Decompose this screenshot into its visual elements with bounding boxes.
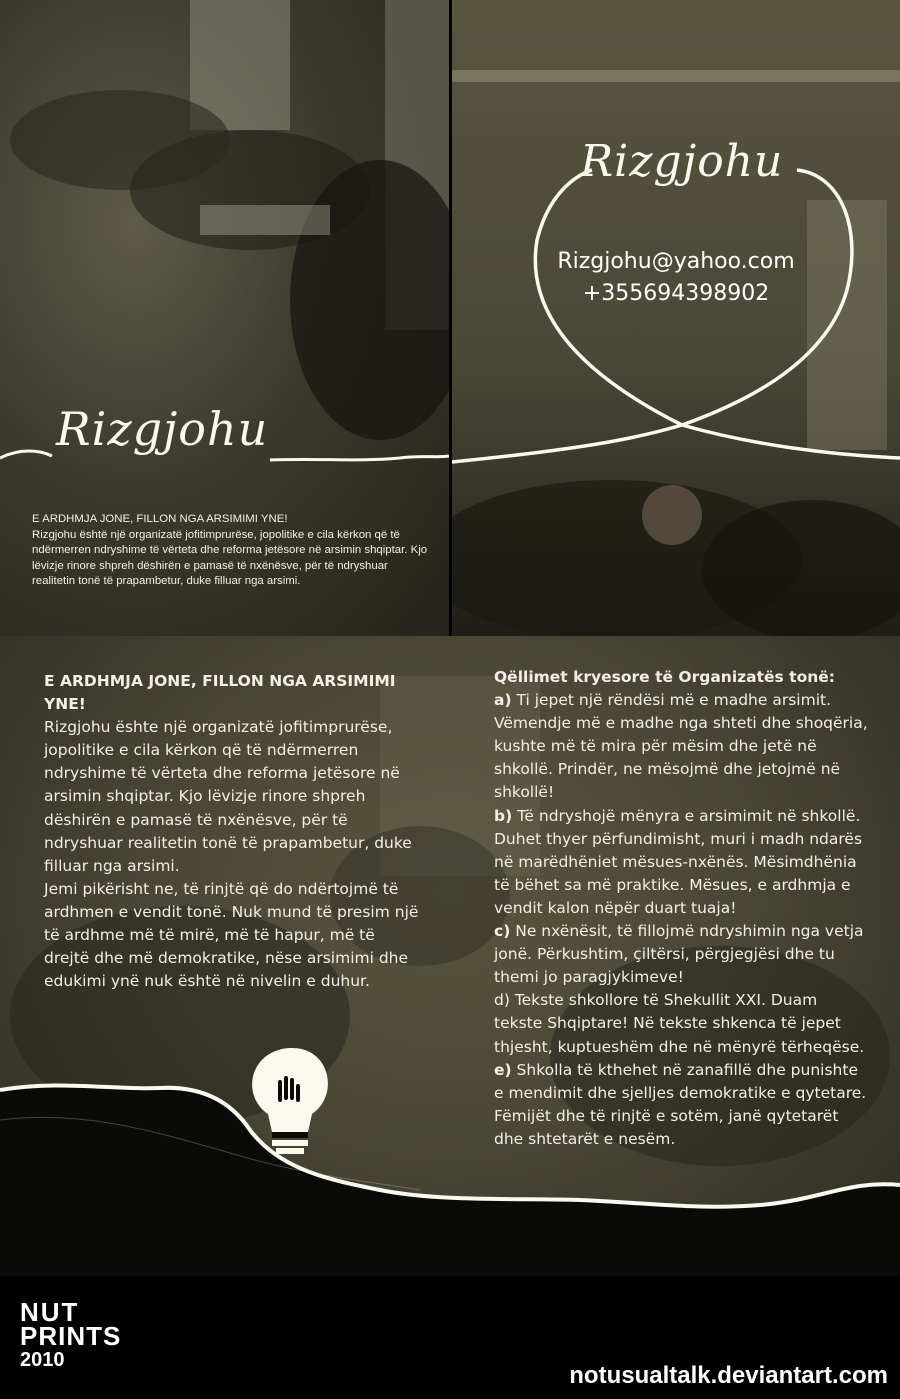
left-paragraph-1: Rizgjohu ështe një organizatë jofitimprurëse, jopolitike e cila kërkon që të ndërmerren ndryshime të vërteta dhe reforma jetësore në arsimin shqiptar. Kjo lëvizje rinore shpreh dëshirën e pamasë të nxënësve, për të ndryshuar realitetin tonë të prapambetur, duke filluar nga arsimi.	[44, 718, 412, 875]
heart-loop-line	[452, 0, 900, 636]
goal-item-c: c) Ne nxënësit, të fillojmë ndryshimin nga vetja jonë. Përkushtim, çiltërsi, përgjegjësi dhe tu themi jo paragjykimeve!	[494, 922, 864, 987]
goal-item-d: d) Tekste shkollore të Shekullit XXI. Duam tekste Shqiptare! Në tekste shkenca të jepet thjesht, kuptueshëm dhe në mënyrë tërheqëse.	[494, 991, 865, 1056]
left-heading: E ARDHMJA JONE, FILLON NGA ARSIMIMI YNE!	[44, 672, 396, 714]
logo-rizgjohu: Rizgjohu	[56, 402, 269, 456]
photo-panel-classroom	[0, 0, 449, 636]
logo-rizgjohu-contact: Rizgjohu	[580, 136, 784, 187]
brand-line-3: 2010	[20, 1349, 65, 1371]
goals-heading: Qëllimet kryesore të Organizatës tonë:	[494, 668, 835, 686]
intro-body: Rizgjohu është një organizatë jofitimprurëse, jopolitike e cila kërkon që të ndërmerren ndryshime të vërteta dhe reforma jetësore në arsimin shqiptar. Kjo lëvizje rinore shpreh dëshirën e pamasë të nxënësve, për të ndryshuar realitetin tonë të prapambetur, duke filluar nga arsimi.	[32, 528, 428, 588]
contact-block	[452, 246, 900, 310]
intro-heading: E ARDHMJA JONE, FILLON NGA ARSIMIMI YNE!	[32, 513, 288, 525]
contact-phone: +355694398902	[582, 281, 770, 306]
intro-text-block	[32, 512, 432, 590]
left-text-column	[44, 670, 424, 993]
brand-logo	[20, 1297, 122, 1372]
left-paragraph-2: Jemi pikërisht ne, të rinjtë që do ndërtojmë të ardhmen e vendit tonë. Nuk mund të presim një të ardhme më të mirë, më të hapur, më të drejtë dhe më demokratike, nëse arsimimi dhe edukimi ynë nuk është në nivelin e duhur.	[44, 879, 419, 991]
contact-email[interactable]: Rizgjohu@yahoo.com	[557, 249, 795, 274]
goal-item-a: a) Ti jepet një rëndësi më e madhe arsimit. Vëmendje më e madhe nga shteti dhe shoqëria, kushte më të mira për mësim dhe jetë në shkollë. Prindër, ne mësojmë dhe jetojmë në shkollë!	[494, 691, 868, 802]
wave-decoration	[0, 1040, 900, 1280]
lightbulb-icon	[252, 1048, 328, 1154]
contact-panel	[452, 0, 900, 636]
goal-item-b: b) Të ndryshojë mënyra e arsimimit në shkollë. Duhet thyer përfundimisht, muri i madh ndarës në marëdhëniet mësues-nxënës. Mësimdhënia të bëhet sa më praktike. Mësues, e ardhmja e vendit kalon nëpër duart tuaja!	[494, 806, 863, 917]
website-link[interactable]: notusualtalk.deviantart.com	[569, 1362, 888, 1389]
brand-line-1: NUT	[20, 1297, 80, 1327]
brand-line-2: PRINTS	[20, 1321, 122, 1351]
goal-item-e: e) Shkolla të kthehet në zanafillë dhe punishte e mendimit dhe sjelljes demokratike e qytetare. Fëmijët dhe të rinjtë e sotëm, janë qytetarët dhe shtetarët e nesëm.	[494, 1060, 867, 1148]
